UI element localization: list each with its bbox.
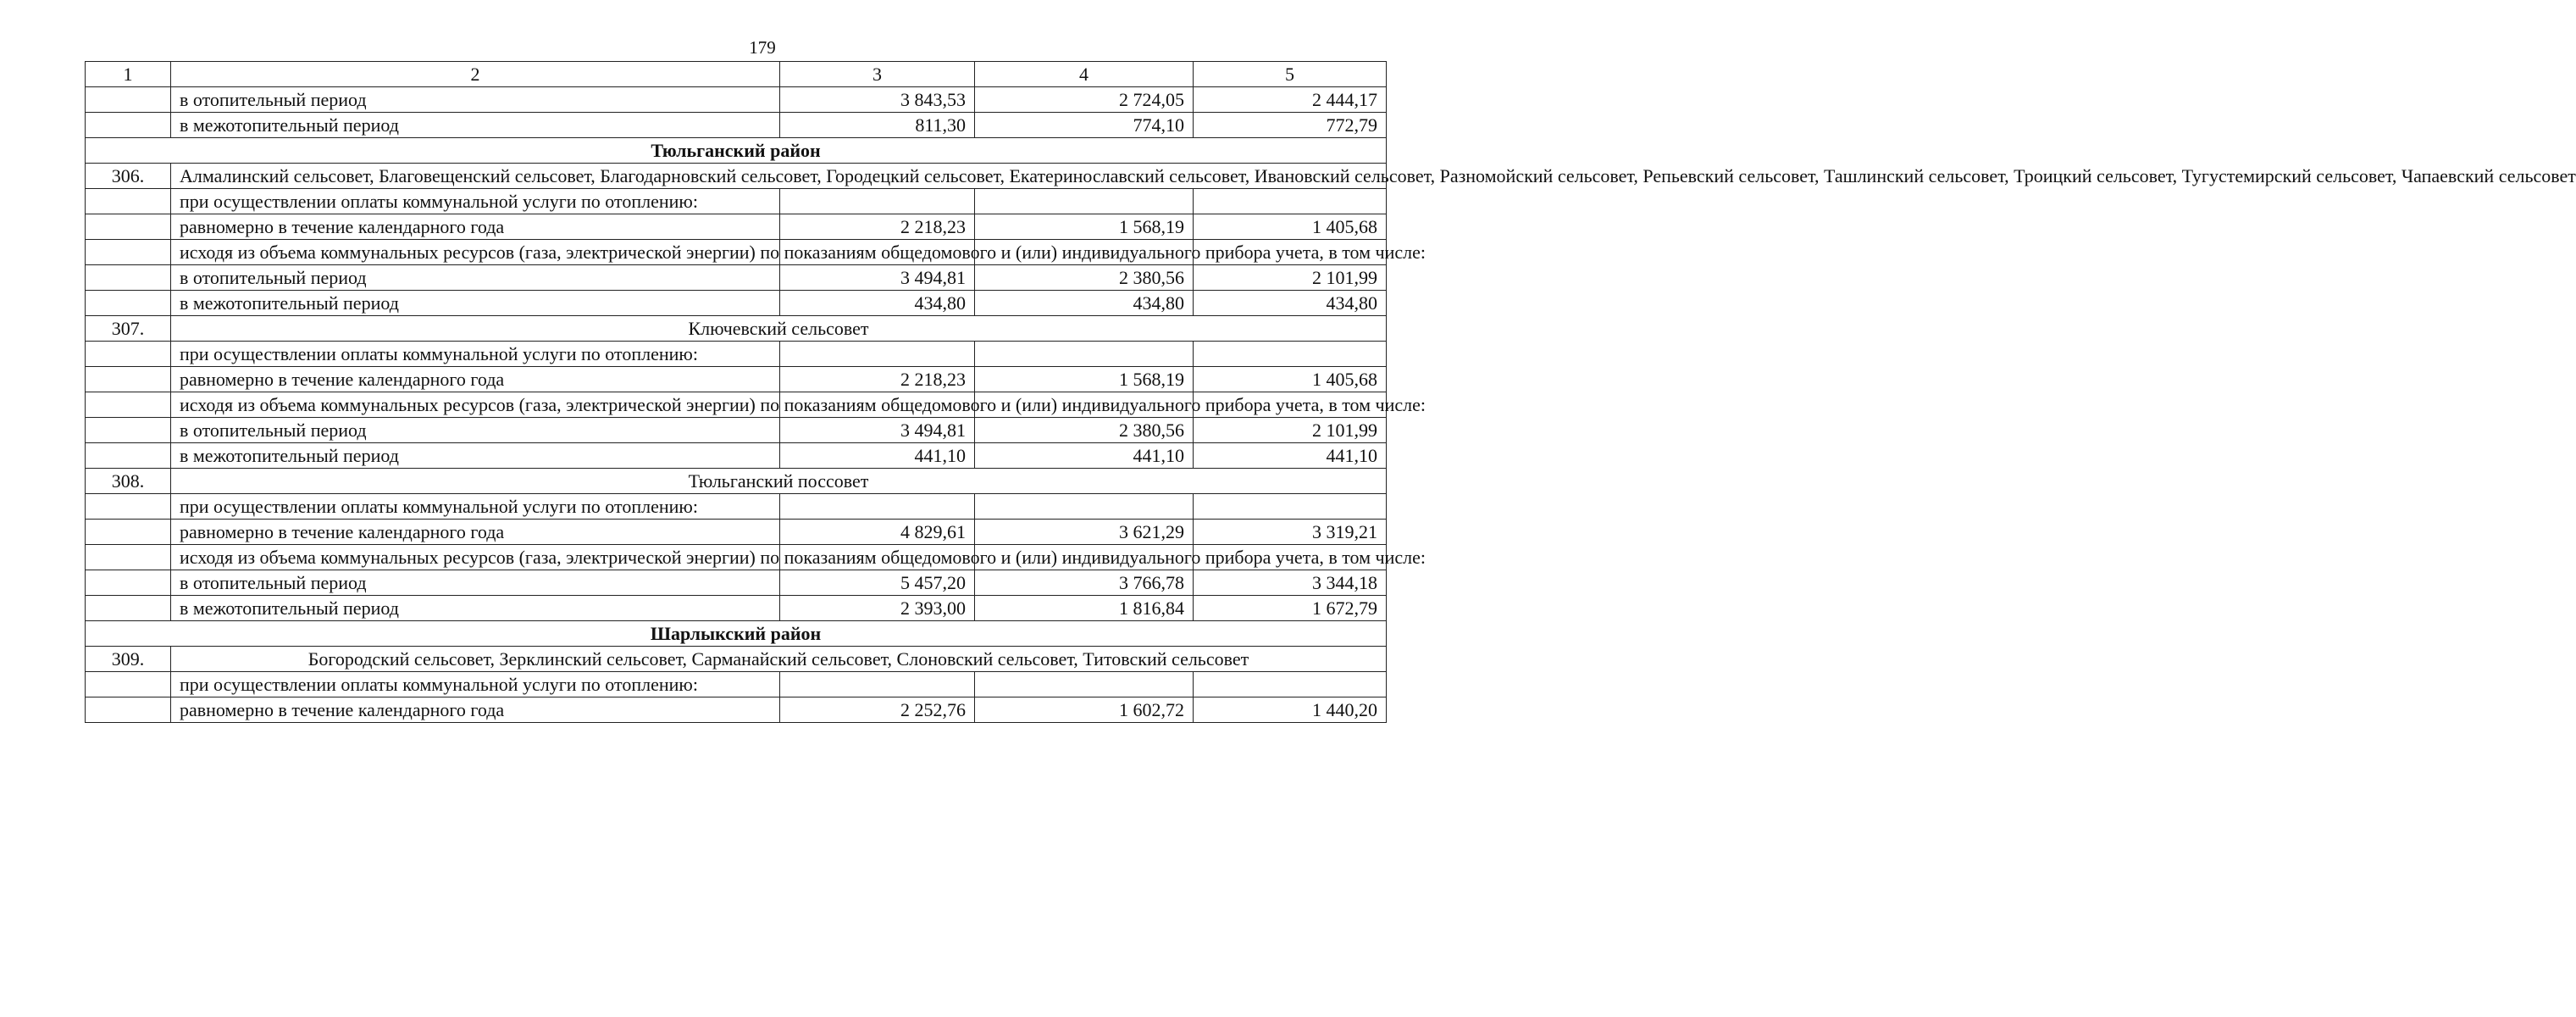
value-col-5: 1 405,68 — [1194, 214, 1387, 240]
row-number — [86, 367, 171, 392]
value-col-4 — [975, 494, 1194, 520]
value-col-5: 3 319,21 — [1194, 520, 1387, 545]
row-number — [86, 265, 171, 291]
table-row — [86, 265, 1387, 291]
locality-row — [86, 647, 1387, 672]
value-col-3: 2 218,23 — [780, 367, 975, 392]
table-row — [86, 596, 1387, 621]
row-description: в межотопительный период — [171, 113, 780, 138]
row-number — [86, 697, 171, 723]
value-col-3: 3 494,81 — [780, 265, 975, 291]
row-number — [86, 342, 171, 367]
table-row — [86, 240, 1387, 265]
table-row — [86, 697, 1387, 723]
district-heading: Шарлыкский район — [86, 621, 1387, 647]
value-col-4: 3 766,78 — [975, 570, 1194, 596]
value-col-5: 3 344,18 — [1194, 570, 1387, 596]
table-row — [86, 113, 1387, 138]
value-col-4: 2 380,56 — [975, 418, 1194, 443]
row-description: при осуществлении оплаты коммунальной услуги по отоплению: — [171, 494, 780, 520]
table-row — [86, 418, 1387, 443]
row-description: равномерно в течение календарного года — [171, 214, 780, 240]
value-col-3: 3 494,81 — [780, 418, 975, 443]
value-col-4: 441,10 — [975, 443, 1194, 469]
row-description: в отопительный период — [171, 418, 780, 443]
table-row — [86, 367, 1387, 392]
row-number — [86, 570, 171, 596]
table-row — [86, 672, 1387, 697]
value-col-3: 2 218,23 — [780, 214, 975, 240]
district-row — [86, 138, 1387, 164]
row-description: в межотопительный период — [171, 291, 780, 316]
locality-row — [86, 469, 1387, 494]
value-col-4 — [975, 189, 1194, 214]
locality-name: Богородский сельсовет, Зерклинский сельсовет, Сарманайский сельсовет, Слоновский сельсовет, Титовский сельсовет — [171, 647, 1387, 672]
row-description: исходя из объема коммунальных ресурсов (газа, электрической энергии) по показаниям общедомового и (или) индивидуального прибора учета, в том числе: — [171, 392, 780, 418]
table-row — [86, 342, 1387, 367]
value-col-5 — [1194, 189, 1387, 214]
row-number — [86, 87, 171, 113]
value-col-5: 2 444,17 — [1194, 87, 1387, 113]
value-col-5: 441,10 — [1194, 443, 1387, 469]
value-col-3 — [780, 342, 975, 367]
value-col-4: 774,10 — [975, 113, 1194, 138]
district-heading: Тюльганский район — [86, 138, 1387, 164]
row-number: 307. — [86, 316, 171, 342]
value-col-3: 3 843,53 — [780, 87, 975, 113]
value-col-5 — [1194, 342, 1387, 367]
row-number — [86, 494, 171, 520]
column-header: 1 — [86, 62, 171, 87]
row-number — [86, 113, 171, 138]
district-row — [86, 621, 1387, 647]
value-col-5: 772,79 — [1194, 113, 1387, 138]
value-col-3 — [780, 494, 975, 520]
value-col-3: 5 457,20 — [780, 570, 975, 596]
row-description: в межотопительный период — [171, 596, 780, 621]
page-number: 179 — [749, 37, 776, 58]
row-number — [86, 596, 171, 621]
value-col-3 — [780, 189, 975, 214]
locality-name: Ключевский сельсовет — [171, 316, 1387, 342]
table-row — [86, 189, 1387, 214]
value-col-4: 3 621,29 — [975, 520, 1194, 545]
table-row — [86, 520, 1387, 545]
value-col-3: 441,10 — [780, 443, 975, 469]
tariff-table — [85, 61, 2576, 723]
locality-row — [86, 164, 1387, 189]
table-row — [86, 392, 1387, 418]
row-number — [86, 520, 171, 545]
row-number — [86, 443, 171, 469]
row-description: равномерно в течение календарного года — [171, 367, 780, 392]
value-col-4: 1 816,84 — [975, 596, 1194, 621]
row-description: равномерно в течение календарного года — [171, 697, 780, 723]
value-col-4: 434,80 — [975, 291, 1194, 316]
column-header: 4 — [975, 62, 1194, 87]
value-col-3: 434,80 — [780, 291, 975, 316]
row-number: 308. — [86, 469, 171, 494]
row-description: равномерно в течение календарного года — [171, 520, 780, 545]
value-col-5: 2 101,99 — [1194, 265, 1387, 291]
value-col-5: 1 672,79 — [1194, 596, 1387, 621]
row-number — [86, 291, 171, 316]
row-number — [86, 240, 171, 265]
value-col-5: 2 101,99 — [1194, 418, 1387, 443]
table-row — [86, 545, 1387, 570]
value-col-3: 4 829,61 — [780, 520, 975, 545]
value-col-5: 1 405,68 — [1194, 367, 1387, 392]
row-description: при осуществлении оплаты коммунальной услуги по отоплению: — [171, 672, 780, 697]
row-number — [86, 672, 171, 697]
value-col-4: 1 568,19 — [975, 214, 1194, 240]
row-description: в отопительный период — [171, 570, 780, 596]
value-col-4: 2 724,05 — [975, 87, 1194, 113]
value-col-5 — [1194, 494, 1387, 520]
value-col-3: 811,30 — [780, 113, 975, 138]
table-row — [86, 291, 1387, 316]
row-description: в межотопительный период — [171, 443, 780, 469]
row-description: исходя из объема коммунальных ресурсов (газа, электрической энергии) по показаниям общедомового и (или) индивидуального прибора учета, в том числе: — [171, 545, 780, 570]
row-number — [86, 418, 171, 443]
table-row — [86, 494, 1387, 520]
value-col-4: 1 568,19 — [975, 367, 1194, 392]
value-col-3 — [780, 672, 975, 697]
value-col-4: 2 380,56 — [975, 265, 1194, 291]
table-row — [86, 443, 1387, 469]
table-row — [86, 570, 1387, 596]
row-number: 306. — [86, 164, 171, 189]
row-description: исходя из объема коммунальных ресурсов (газа, электрической энергии) по показаниям общедомового и (или) индивидуального прибора учета, в том числе: — [171, 240, 780, 265]
row-description: в отопительный период — [171, 265, 780, 291]
row-description: при осуществлении оплаты коммунальной услуги по отоплению: — [171, 342, 780, 367]
value-col-3: 2 252,76 — [780, 697, 975, 723]
locality-row — [86, 316, 1387, 342]
value-col-3: 2 393,00 — [780, 596, 975, 621]
column-header: 5 — [1194, 62, 1387, 87]
row-number — [86, 392, 171, 418]
value-col-4: 1 602,72 — [975, 697, 1194, 723]
row-number — [86, 214, 171, 240]
value-col-5: 1 440,20 — [1194, 697, 1387, 723]
column-header: 2 — [171, 62, 780, 87]
row-number — [86, 545, 171, 570]
table-row — [86, 87, 1387, 113]
value-col-5: 434,80 — [1194, 291, 1387, 316]
column-header: 3 — [780, 62, 975, 87]
locality-name: Тюльганский поссовет — [171, 469, 1387, 494]
value-col-4 — [975, 672, 1194, 697]
column-header-row — [86, 62, 1387, 87]
row-number: 309. — [86, 647, 171, 672]
value-col-4 — [975, 342, 1194, 367]
value-col-5 — [1194, 672, 1387, 697]
row-description: в отопительный период — [171, 87, 780, 113]
row-description: при осуществлении оплаты коммунальной услуги по отоплению: — [171, 189, 780, 214]
locality-name: Алмалинский сельсовет, Благовещенский сельсовет, Благодарновский сельсовет, Городецкий сельсовет, Екатеринославский сельсовет, Ивановский сельсовет, Разномойский сельсовет, Репьевский сельсовет, Ташлинский сельсовет, Троицкий сельсовет, Тугустемирский сельсовет, Чапаевский сельсовет — [171, 164, 1387, 189]
table-row — [86, 214, 1387, 240]
row-number — [86, 189, 171, 214]
